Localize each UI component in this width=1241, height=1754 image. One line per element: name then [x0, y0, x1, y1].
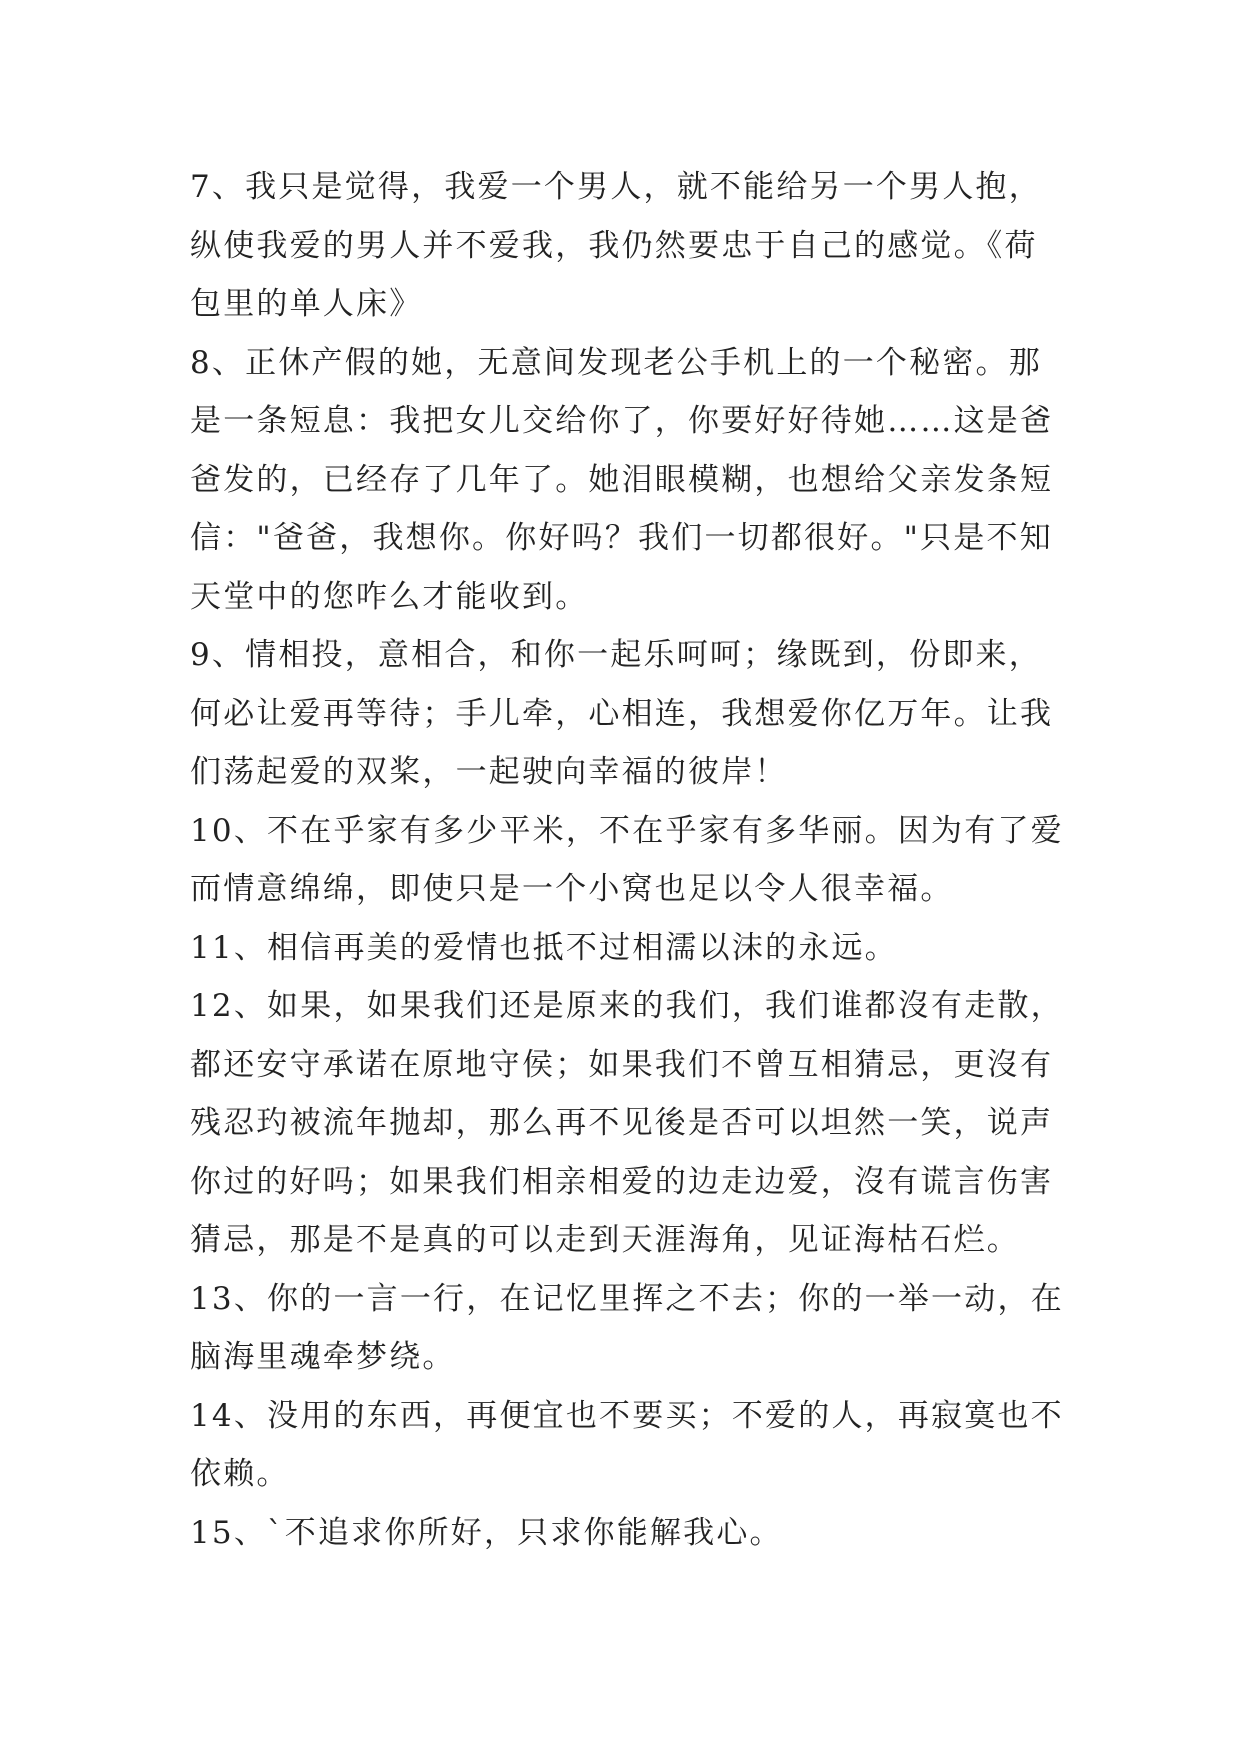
text-line: 残忍玓被流年抛却，那么再不见後是否可以坦然一笑，说声 [190, 1105, 1054, 1141]
text-line: 信："爸爸，我想你。你好吗？我们一切都很好。"只是不知 [190, 520, 1053, 556]
text-line: 天堂中的您咋么才能收到。 [190, 578, 589, 615]
text-line: 11、相信再美的爱情也抵不过相濡以沫的永远。 [190, 929, 898, 966]
text-line: 而情意绵绵，即使只是一个小窝也足以令人很幸福。 [190, 871, 954, 907]
text-line: 15、`不追求你所好，只求你能解我心。 [190, 1514, 783, 1551]
text-line: 依赖。 [190, 1456, 290, 1492]
text-line: 猜忌，那是不是真的可以走到天涯海角，见证海枯石烂。 [190, 1222, 1020, 1258]
document-body [190, 158, 1064, 1562]
text-line: 是一条短息：我把女儿交给你了，你要好好待她……这是爸 [190, 403, 1054, 439]
text-line: 12、如果，如果我们还是原来的我们，我们谁都沒有走散， [190, 988, 1064, 1024]
text-line: 14、没用的东西，再便宜也不要买；不爱的人，再寂寞也不 [190, 1397, 1064, 1434]
text-line: 10、不在乎家有多少平米，不在乎家有多华丽。因为有了爱 [190, 812, 1064, 849]
text-line: 7、我只是觉得，我爱一个男人，就不能给另一个男人抱， [190, 169, 1042, 205]
text-line: 13、你的一言一行，在记忆里挥之不去；你的一举一动，在 [190, 1280, 1064, 1317]
text-line: 何必让爱再等待；手儿牵，心相连，我想爱你亿万年。让我 [190, 695, 1054, 732]
text-line: 们荡起爱的双桨，一起驶向幸福的彼岸！ [190, 754, 788, 790]
text-line: 9、情相投，意相合，和你一起乐呵呵；缘既到，份即来， [190, 637, 1042, 673]
text-line: 都还安守承诺在原地守侯；如果我们不曾互相猜忌，更沒有 [190, 1046, 1054, 1083]
text-line: 爸发的，已经存了几年了。她泪眼模糊，也想给父亲发条短 [190, 461, 1054, 498]
text-line: 脑海里魂牵梦绕。 [190, 1339, 456, 1375]
text-line: 8、正休产假的她，无意间发现老公手机上的一个秘密。那 [190, 344, 1042, 381]
text-line: 你过的好吗；如果我们相亲相爱的边走边爱，沒有谎言伤害 [190, 1163, 1054, 1200]
text-line: 纵使我爱的男人并不爱我，我仍然要忠于自己的感觉。《荷 [190, 227, 1038, 264]
text-line: 包里的单人床》 [190, 286, 423, 322]
